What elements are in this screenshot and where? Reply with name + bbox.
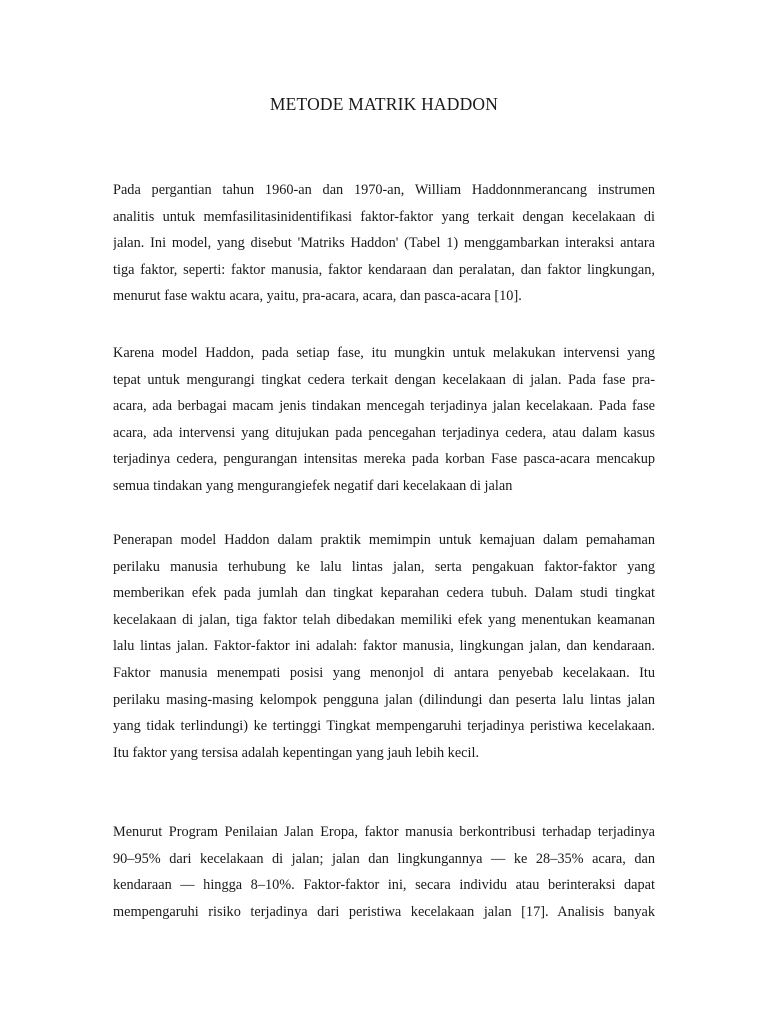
text-line: lalu lintas jalan. Faktor-faktor ini adalah: faktor manusia, lingkungan jalan, dan kendaraan. — [113, 638, 655, 655]
text-line: mempengaruhi risiko terjadinya dari peristiwa kecelakaan jalan [17]. Analisis banyak — [113, 903, 655, 920]
text-line: acara, ada berbagai macam jenis tindakan mencegah terjadinya jalan kecelakaan. Pada fase — [113, 398, 655, 415]
text-line: Itu faktor yang tersisa adalah kepentingan yang jauh lebih kecil. — [113, 744, 480, 761]
text-line: tepat untuk mengurangi tingkat cedera terkait dengan kecelakaan di jalan. Pada fase pra- — [113, 371, 655, 388]
text-line: menurut fase waktu acara, yaitu, pra-acara, acara, dan pasca-acara [10]. — [113, 288, 522, 305]
text-line: semua tindakan yang mengurangiefek negatif dari kecelakaan di jalan — [113, 477, 513, 494]
document-title: METODE MATRIK HADDON — [269, 94, 499, 114]
paragraph-intervention-phases — [113, 340, 655, 500]
text-line: kecelakaan di jalan, tiga faktor telah dibedakan memiliki efek yang menentukan keamanan — [113, 611, 655, 628]
text-line: Pada pergantian tahun 1960-an dan 1970-an, William Haddonnmerancang instrumen — [113, 182, 655, 198]
text-line: perilaku manusia terhubung ke lalu lintas jalan, serta pengakuan faktor-faktor yang — [113, 558, 655, 575]
text-line: Penerapan model Haddon dalam praktik memimpin untuk kemajuan dalam pemahaman — [113, 532, 655, 548]
text-line: Karena model Haddon, pada setiap fase, itu mungkin untuk melakukan intervensi yang — [113, 345, 655, 361]
text-line: Faktor manusia menempati posisi yang menonjol di antara penyebab kecelakaan. Itu — [113, 664, 655, 681]
text-line: acara, ada intervensi yang ditujukan pada pencegahan terjadinya cedera, atau dalam kasus — [113, 424, 655, 441]
text-line: tiga faktor, seperti: faktor manusia, faktor kendaraan dan peralatan, dan faktor lingkungan, — [113, 261, 655, 278]
paragraph-european-road-assessment — [113, 819, 655, 925]
text-line: Menurut Program Penilaian Jalan Eropa, faktor manusia berkontribusi terhadap terjadinya — [113, 824, 655, 840]
paragraph-application-factors — [113, 527, 655, 766]
paragraph-haddon-matrix-intro — [113, 177, 655, 310]
text-line: memberikan efek pada jumlah dan tingkat keparahan cedera tubuh. Dalam studi tingkat — [113, 585, 655, 602]
text-line: terjadinya cedera, pengurangan intensitas mereka pada korban Fase pasca-acara mencakup — [113, 451, 655, 468]
text-line: perilaku masing-masing kelompok pengguna jalan (dilindungi dan peserta lalu lintas jalan — [113, 691, 655, 708]
text-line: 90–95% dari kecelakaan di jalan; jalan dan lingkungannya — ke 28–35% acara, dan — [113, 850, 655, 867]
text-line: yang tidak terlindungi) ke tertinggi Tingkat mempengaruhi terjadinya peristiwa kecelakaan. — [113, 718, 655, 735]
text-line: jalan. Ini model, yang disebut 'Matriks Haddon' (Tabel 1) menggambarkan interaksi antara — [113, 235, 655, 252]
text-line: kendaraan — hingga 8–10%. Faktor-faktor ini, secara individu atau berinteraksi dapat — [113, 877, 655, 894]
text-line: analitis untuk memfasilitasinidentifikasi faktor-faktor yang terkait dengan kecelakaan di — [113, 208, 655, 225]
